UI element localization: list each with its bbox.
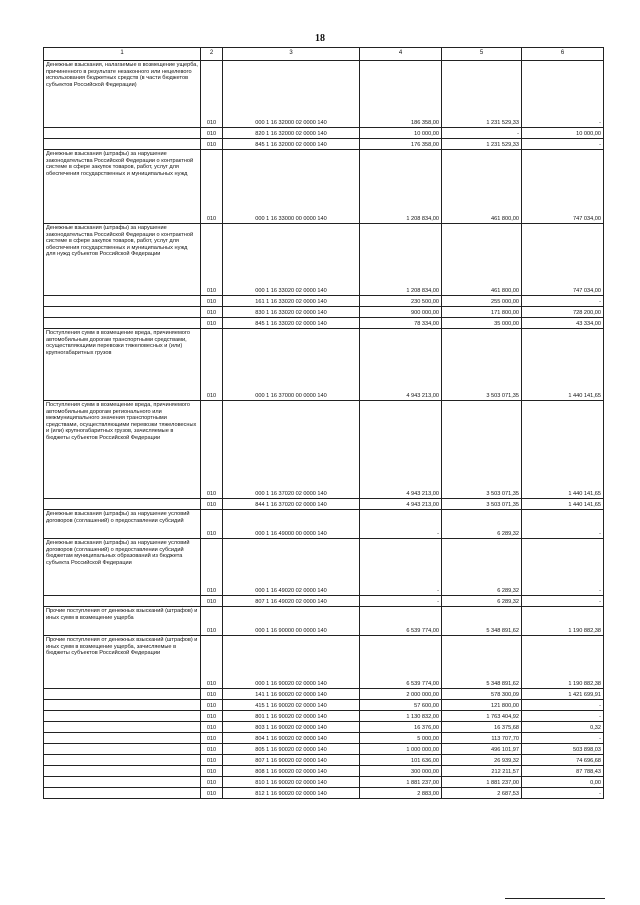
row-budget-code: 000 1 16 49000 00 0000 140	[223, 510, 360, 539]
table-row	[44, 150, 604, 224]
row-value-col6: 43 334,00	[522, 318, 604, 329]
row-description	[44, 689, 201, 700]
row-budget-code: 845 1 16 33020 02 0000 140	[223, 318, 360, 329]
row-value-col6: 728 200,00	[522, 307, 604, 318]
row-admin-code: 010	[201, 150, 223, 224]
row-value-col6: 747 034,00	[522, 150, 604, 224]
row-value-col5: 6 289,32	[442, 539, 522, 596]
row-value-col5: 578 300,09	[442, 689, 522, 700]
row-admin-code: 010	[201, 224, 223, 296]
column-header: 3	[223, 48, 360, 61]
row-description: Прочие поступления от денежных взысканий (штрафов) и иных сумм в возмещение ущерба, зачисляемые в бюджеты субъектов Российской Федерации	[44, 636, 201, 689]
row-value-col5: 461 800,00	[442, 150, 522, 224]
row-budget-code: 808 1 16 90020 02 0000 140	[223, 766, 360, 777]
row-value-col5: 6 289,32	[442, 596, 522, 607]
row-value-col5: 5 348 891,62	[442, 636, 522, 689]
budget-table	[43, 47, 604, 799]
row-value-col4: 2 883,00	[360, 788, 442, 799]
column-header: 5	[442, 48, 522, 61]
row-budget-code: 000 1 16 90020 02 0000 140	[223, 636, 360, 689]
row-value-col4: 6 539 774,00	[360, 607, 442, 636]
row-budget-code: 803 1 16 90020 02 0000 140	[223, 722, 360, 733]
row-value-col5: 1 231 529,33	[442, 61, 522, 128]
row-admin-code: 010	[201, 307, 223, 318]
table-row	[44, 689, 604, 700]
row-value-col5: 3 503 071,35	[442, 329, 522, 401]
row-value-col5: 2 687,53	[442, 788, 522, 799]
table-row	[44, 318, 604, 329]
row-description: Денежные взыскания (штрафы) за нарушение законодательства Российской Федерации о контрактной системе в сфере закупок товаров, работ, услуг для обеспечения государственных и муниципальных нужд для нужд субъектов Российской Федерации	[44, 224, 201, 296]
footer-rule	[505, 898, 605, 899]
row-value-col4: 1 881 237,00	[360, 777, 442, 788]
table-row	[44, 755, 604, 766]
row-value-col5: 1 881 237,00	[442, 777, 522, 788]
row-admin-code: 010	[201, 128, 223, 139]
table-row	[44, 722, 604, 733]
row-description	[44, 700, 201, 711]
row-description	[44, 139, 201, 150]
row-admin-code: 010	[201, 61, 223, 128]
row-value-col5: 461 800,00	[442, 224, 522, 296]
table-row	[44, 401, 604, 499]
row-value-col5: 255 000,00	[442, 296, 522, 307]
row-value-col4: -	[360, 539, 442, 596]
table-row	[44, 711, 604, 722]
row-description: Поступления сумм в возмещение вреда, причиняемого автомобильным дорогам транспортными средствами, осуществляющими перевозки тяжеловесных и (или) крупногабаритных грузов	[44, 329, 201, 401]
row-admin-code: 010	[201, 755, 223, 766]
row-admin-code: 010	[201, 329, 223, 401]
row-value-col6: -	[522, 596, 604, 607]
row-value-col4: 6 539 774,00	[360, 636, 442, 689]
row-budget-code: 415 1 16 90020 02 0000 140	[223, 700, 360, 711]
row-value-col5: 212 211,57	[442, 766, 522, 777]
row-value-col4: 900 000,00	[360, 307, 442, 318]
row-description	[44, 755, 201, 766]
row-value-col5: 171 800,00	[442, 307, 522, 318]
row-description	[44, 711, 201, 722]
row-value-col5: 3 503 071,35	[442, 499, 522, 510]
row-value-col4: 101 636,00	[360, 755, 442, 766]
table-row	[44, 777, 604, 788]
row-budget-code: 804 1 16 90020 02 0000 140	[223, 733, 360, 744]
row-budget-code: 844 1 16 37020 02 0000 140	[223, 499, 360, 510]
row-description	[44, 596, 201, 607]
row-admin-code: 010	[201, 689, 223, 700]
table-row	[44, 128, 604, 139]
row-description: Денежные взыскания (штрафы) за нарушение условий договоров (соглашений) о предоставлении субсидий	[44, 510, 201, 539]
row-description	[44, 733, 201, 744]
row-budget-code: 000 1 16 33020 02 0000 140	[223, 224, 360, 296]
row-budget-code: 000 1 16 49020 02 0000 140	[223, 539, 360, 596]
row-value-col5: 3 503 071,35	[442, 401, 522, 499]
row-value-col6: 1 190 882,38	[522, 636, 604, 689]
row-value-col6: 1 440 141,65	[522, 329, 604, 401]
row-budget-code: 161 1 16 33020 02 0000 140	[223, 296, 360, 307]
row-admin-code: 010	[201, 744, 223, 755]
row-budget-code: 000 1 16 33000 00 0000 140	[223, 150, 360, 224]
row-description	[44, 128, 201, 139]
row-admin-code: 010	[201, 777, 223, 788]
row-value-col5: 496 101,97	[442, 744, 522, 755]
row-value-col4: 230 500,00	[360, 296, 442, 307]
row-value-col4: 57 600,00	[360, 700, 442, 711]
row-value-col6: 0,32	[522, 722, 604, 733]
row-value-col4: 176 358,00	[360, 139, 442, 150]
row-value-col4: 10 000,00	[360, 128, 442, 139]
table-row	[44, 307, 604, 318]
table-row	[44, 224, 604, 296]
row-value-col4: 300 000,00	[360, 766, 442, 777]
row-description: Поступления сумм в возмещение вреда, причиняемого автомобильным дорогам регионального или межмуниципального значения транспортными средствами, осуществляющими перевозки тяжеловесных и (или) крупногабаритных грузов, зачисляемые в бюджеты субъектов Российской Федерации	[44, 401, 201, 499]
row-value-col4: 1 208 834,00	[360, 224, 442, 296]
row-admin-code: 010	[201, 510, 223, 539]
row-budget-code: 000 1 16 37000 00 0000 140	[223, 329, 360, 401]
table-row	[44, 607, 604, 636]
table-row	[44, 510, 604, 539]
row-value-col4: 5 000,00	[360, 733, 442, 744]
row-admin-code: 010	[201, 733, 223, 744]
row-value-col6: 1 190 882,38	[522, 607, 604, 636]
row-admin-code: 010	[201, 401, 223, 499]
row-admin-code: 010	[201, 766, 223, 777]
row-value-col6: 747 034,00	[522, 224, 604, 296]
row-admin-code: 010	[201, 596, 223, 607]
row-value-col6: -	[522, 296, 604, 307]
row-value-col6: 74 696,68	[522, 755, 604, 766]
row-value-col4: 16 376,00	[360, 722, 442, 733]
row-budget-code: 830 1 16 33020 02 0000 140	[223, 307, 360, 318]
row-description	[44, 296, 201, 307]
row-budget-code: 000 1 16 90000 00 0000 140	[223, 607, 360, 636]
row-admin-code: 010	[201, 539, 223, 596]
row-description	[44, 499, 201, 510]
row-value-col5: -	[442, 128, 522, 139]
row-budget-code: 807 1 16 49020 02 0000 140	[223, 596, 360, 607]
row-description	[44, 318, 201, 329]
row-value-col5: 1 763 404,92	[442, 711, 522, 722]
row-admin-code: 010	[201, 788, 223, 799]
row-description: Денежные взыскания, налагаемые в возмещение ущерба, причиненного в результате незаконного или нецелевого использования бюджетных средств (в части бюджетов субъектов Российской Федерации)	[44, 61, 201, 128]
row-budget-code: 000 1 16 37020 02 0000 140	[223, 401, 360, 499]
table-row	[44, 61, 604, 128]
row-value-col6: -	[522, 139, 604, 150]
row-admin-code: 010	[201, 318, 223, 329]
row-budget-code: 141 1 16 90020 02 0000 140	[223, 689, 360, 700]
row-description: Денежные взыскания (штрафы) за нарушение условий договоров (соглашений) о предоставлении субсидий бюджетам муниципальных образований из бюджета субъекта Российской Федерации	[44, 539, 201, 596]
row-admin-code: 010	[201, 296, 223, 307]
row-value-col6: 1 421 699,91	[522, 689, 604, 700]
row-admin-code: 010	[201, 700, 223, 711]
table-row	[44, 700, 604, 711]
row-value-col6: 1 440 141,65	[522, 401, 604, 499]
row-value-col5: 35 000,00	[442, 318, 522, 329]
row-value-col6: 1 440 141,65	[522, 499, 604, 510]
row-budget-code: 807 1 16 90020 02 0000 140	[223, 755, 360, 766]
row-budget-code: 801 1 16 90020 02 0000 140	[223, 711, 360, 722]
row-description	[44, 788, 201, 799]
row-budget-code: 812 1 16 90020 02 0000 140	[223, 788, 360, 799]
row-budget-code: 810 1 16 90020 02 0000 140	[223, 777, 360, 788]
row-value-col6: -	[522, 539, 604, 596]
table-row	[44, 766, 604, 777]
row-budget-code: 845 1 16 32000 02 0000 140	[223, 139, 360, 150]
table-header-row	[44, 48, 604, 61]
row-value-col5: 113 707,70	[442, 733, 522, 744]
row-value-col4: 1 130 832,00	[360, 711, 442, 722]
row-description	[44, 766, 201, 777]
table-row	[44, 329, 604, 401]
row-value-col4: -	[360, 510, 442, 539]
row-admin-code: 010	[201, 607, 223, 636]
row-value-col6: 0,00	[522, 777, 604, 788]
row-value-col6: 10 000,00	[522, 128, 604, 139]
row-value-col4: 2 000 000,00	[360, 689, 442, 700]
table-row	[44, 539, 604, 596]
row-value-col5: 5 348 891,62	[442, 607, 522, 636]
row-value-col4: 78 334,00	[360, 318, 442, 329]
table-row	[44, 596, 604, 607]
row-value-col6: -	[522, 711, 604, 722]
row-admin-code: 010	[201, 499, 223, 510]
row-admin-code: 010	[201, 722, 223, 733]
column-header: 1	[44, 48, 201, 61]
row-value-col6: -	[522, 700, 604, 711]
row-value-col5: 26 939,32	[442, 755, 522, 766]
row-value-col5: 1 231 529,33	[442, 139, 522, 150]
page-number: 18	[315, 33, 325, 44]
table-row	[44, 139, 604, 150]
row-value-col4: 1 000 000,00	[360, 744, 442, 755]
row-value-col6: -	[522, 61, 604, 128]
row-value-col4: 4 943 213,00	[360, 401, 442, 499]
row-value-col6: -	[522, 733, 604, 744]
table-row	[44, 744, 604, 755]
table-row	[44, 499, 604, 510]
row-value-col6: 87 788,43	[522, 766, 604, 777]
row-value-col4: 4 943 213,00	[360, 499, 442, 510]
table-row	[44, 733, 604, 744]
row-budget-code: 000 1 16 32000 02 0000 140	[223, 61, 360, 128]
column-header: 6	[522, 48, 604, 61]
row-admin-code: 010	[201, 139, 223, 150]
row-value-col4: 186 358,00	[360, 61, 442, 128]
row-value-col6: 503 898,03	[522, 744, 604, 755]
row-admin-code: 010	[201, 636, 223, 689]
row-description: Денежные взыскания (штрафы) за нарушение законодательства Российской Федерации о контрактной системе в сфере закупок товаров, работ, услуг для обеспечения государственных и муниципальных нужд	[44, 150, 201, 224]
row-budget-code: 805 1 16 90020 02 0000 140	[223, 744, 360, 755]
column-header: 2	[201, 48, 223, 61]
row-value-col4: -	[360, 596, 442, 607]
table-row	[44, 296, 604, 307]
row-description	[44, 744, 201, 755]
row-value-col5: 121 800,00	[442, 700, 522, 711]
row-value-col6: -	[522, 510, 604, 539]
column-header: 4	[360, 48, 442, 61]
row-description: Прочие поступления от денежных взысканий (штрафов) и иных сумм в возмещение ущерба	[44, 607, 201, 636]
table-row	[44, 636, 604, 689]
row-value-col5: 16 375,68	[442, 722, 522, 733]
row-admin-code: 010	[201, 711, 223, 722]
row-description	[44, 777, 201, 788]
row-value-col5: 6 289,32	[442, 510, 522, 539]
table-row	[44, 788, 604, 799]
row-description	[44, 307, 201, 318]
row-budget-code: 820 1 16 32000 02 0000 140	[223, 128, 360, 139]
row-value-col6: -	[522, 788, 604, 799]
row-value-col4: 4 943 213,00	[360, 329, 442, 401]
row-description	[44, 722, 201, 733]
row-value-col4: 1 208 834,00	[360, 150, 442, 224]
